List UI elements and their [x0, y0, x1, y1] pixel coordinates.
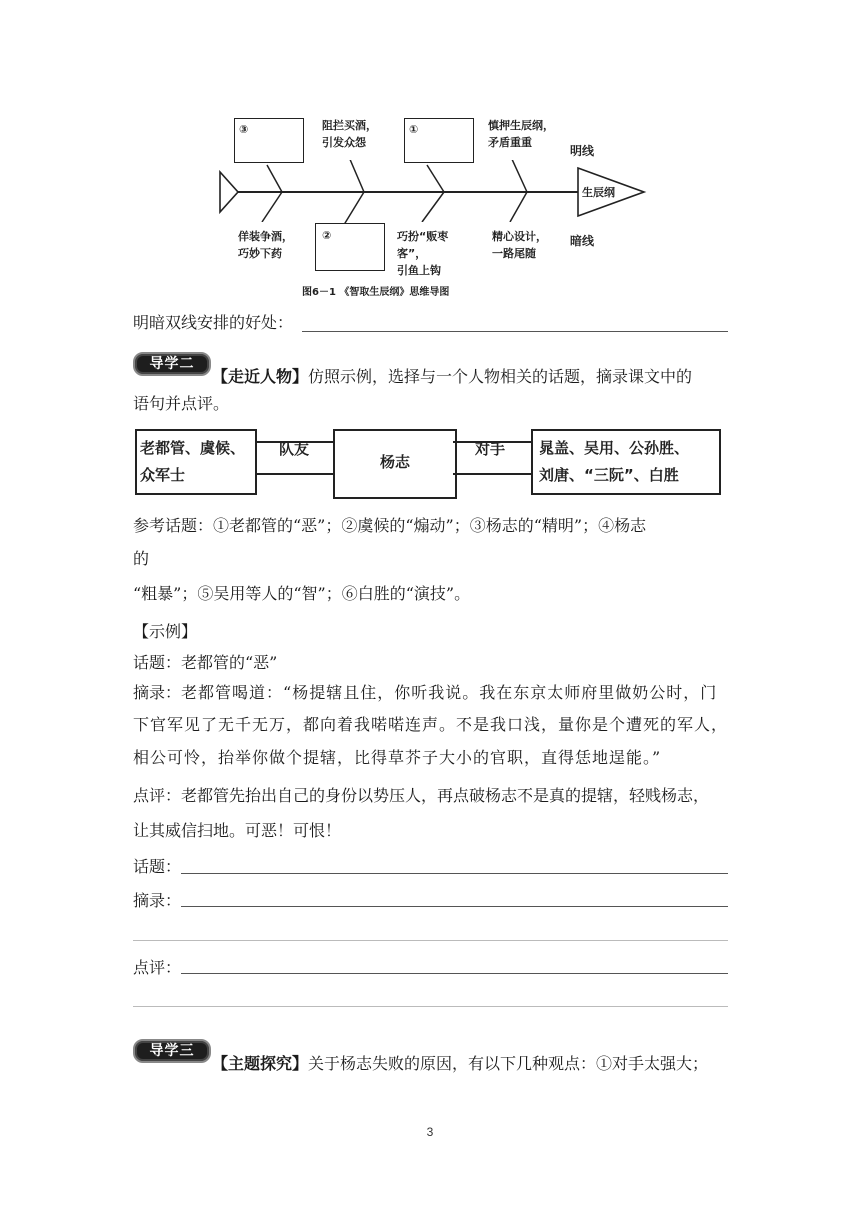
example-excerpt-label: 摘录： — [133, 683, 182, 702]
example-heading: 【示例】 — [133, 622, 198, 641]
question-1-answer-line[interactable] — [302, 331, 728, 332]
answer-topic-label: 话题： — [133, 857, 182, 876]
section-2-text-1: 仿照示例，选择与一个人物相关的话题，摘录课文中的 — [308, 367, 693, 386]
section-3-text: 关于杨志失败的原因，有以下几种观点：①对手太强大； — [308, 1054, 709, 1073]
section-2-heading: 【走近人物】 — [212, 367, 309, 386]
question-1-label: 明暗双线安排的好处： — [133, 313, 294, 332]
section-3-line-1 — [212, 1053, 708, 1075]
relation-center-box: 杨志 — [333, 429, 457, 499]
relation-rivals-box: 晁盖、吴用、公孙胜、 刘唐、“三阮”、白胜 — [531, 429, 721, 495]
example-excerpt-line-3: 相公可怜，抬举你做个提辖，比得草芥子大小的官职，直得恁地逞能。” — [133, 748, 662, 767]
section-2-line-2: 语句并点评。 — [133, 394, 230, 413]
topics-line-2: 的 — [133, 549, 150, 568]
fishbone-upper-label: 明线 — [570, 144, 595, 158]
answer-excerpt-line-2[interactable] — [133, 940, 728, 941]
answer-comment-line-1[interactable] — [181, 973, 728, 974]
relation-diagram — [133, 427, 733, 503]
example-comment-line-1: 点评：老都管先抬出自己的身份以势压人，再点破杨志不是真的提辖，轻贱杨志， — [133, 786, 710, 805]
fishbone-top-box-4: 慎押生辰纲， 矛盾重重 — [484, 114, 564, 160]
fishbone-bottom-box-2: ② — [315, 223, 385, 271]
page-number: 3 — [426, 1125, 434, 1139]
fishbone-head-label: 生辰纲 — [582, 186, 615, 199]
section-2-badge: 导学二 — [133, 352, 211, 376]
fishbone-top-box-3: ① — [404, 118, 474, 163]
fishbone-bottom-box-4: 精心设计， 一路尾随 — [488, 222, 558, 270]
fishbone-diagram — [212, 110, 652, 300]
relation-teammates-box: 老都管、虞候、 众军士 — [135, 429, 257, 495]
section-3-heading: 【主题探究】 — [212, 1054, 309, 1073]
answer-topic-line[interactable] — [181, 873, 728, 874]
fishbone-tail — [220, 172, 238, 212]
example-topic: 话题：老都管的“恶” — [133, 653, 278, 672]
section-3-badge: 导学三 — [133, 1039, 211, 1063]
answer-excerpt-label: 摘录： — [133, 891, 182, 910]
fishbone-bottom-box-1: 佯装争酒， 巧妙下药 — [234, 222, 304, 270]
fishbone-top-box-1: ③ — [234, 118, 304, 163]
topics-line-3: “粗暴”；⑤吴用等人的“智”；⑥白胜的“演技”。 — [133, 584, 471, 603]
fishbone-top-box-2: 阻拦买酒， 引发众怨 — [318, 114, 390, 160]
section-2-line-1 — [212, 366, 692, 388]
fishbone-caption: 图6－1 《智取生辰纲》思维导图 — [302, 287, 450, 298]
example-excerpt-text-1: 老都管喝道：“杨提辖且住，你听我说。我在东京太师府里做奶公时，门 — [181, 683, 718, 702]
example-excerpt-line-1 — [133, 682, 717, 704]
answer-comment-label: 点评： — [133, 958, 182, 977]
example-comment-line-2: 让其威信扫地。可恶！可恨！ — [133, 821, 342, 840]
fishbone-lower-label: 暗线 — [570, 234, 595, 248]
fishbone-bottom-box-3: 巧扮“贩枣客”， 引鱼上钩 — [395, 222, 475, 270]
answer-excerpt-line-1[interactable] — [181, 906, 728, 907]
answer-comment-line-2[interactable] — [133, 1006, 728, 1007]
relation-rivals-link: 对手 — [475, 440, 506, 458]
example-excerpt-line-2: 下官军见了无千无万，都向着我喏喏连声。不是我口浅，量你是个遭死的军人， — [133, 715, 729, 734]
relation-teammates-link: 队友 — [279, 440, 310, 458]
topics-line-1: 参考话题：①老都管的“恶”；②虞候的“煽动”；③杨志的“精明”；④杨志 — [133, 516, 647, 535]
